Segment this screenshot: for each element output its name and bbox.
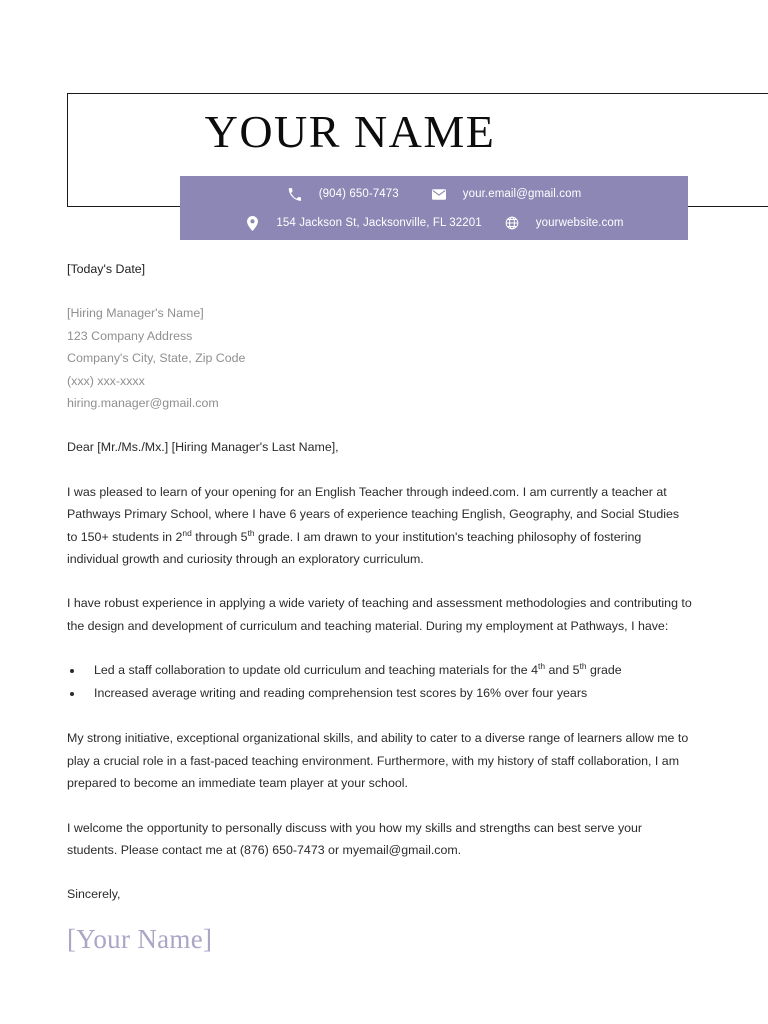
paragraph-1 [67,481,692,571]
recipient-line: Company's City, State, Zip Code [67,351,246,366]
list-item: Increased average writing and reading comprehension test scores by 16% over four years [67,682,692,705]
paragraph-1-part-1: I was pleased to learn of your opening for an English Teacher through indeed.com. I am currently a teacher at Pathways Primary School, where I have 6 years of experience teaching English, Geography, and Social Studies to 150+ students in 2 [67,484,680,544]
recipient-line: hiring.manager@gmail.com [67,396,219,411]
letter-body [67,258,692,956]
paragraph-1-part-2: through 5 [191,529,248,544]
paragraph-1-part-3: grade. I am drawn to your institution's teaching philosophy of fostering individual growth and curiosity through an exploratory curriculum. [67,529,642,567]
bullet-1-part-3: grade [586,663,622,678]
salutation: Dear [Mr./Ms./Mx.] [Hiring Manager's Last Name], [67,440,339,455]
page-title: YOUR NAME [204,106,496,157]
bullet-1-part-1: Led a staff collaboration to update old curriculum and teaching materials for the 4 [94,663,539,678]
contact-website[interactable] [504,215,624,231]
contact-website-label: yourwebsite.com [535,217,624,229]
contact-bar [180,176,688,240]
paragraph-4: I welcome the opportunity to personally discuss with you how my skills and strengths can best serve your students. Please contact me at (876) 650-7473 or myemail@gmail.com. [67,820,643,857]
contact-address [244,215,481,231]
globe-icon [504,215,520,231]
contact-email-label: your.email@gmail.com [462,188,582,200]
phone-icon [287,186,303,202]
recipient-line: (xxx) xxx-xxxx [67,373,145,388]
paragraph-1-sup-1: nd [182,527,192,538]
contact-phone-label: (904) 650-7473 [318,188,399,200]
paragraph-3: My strong initiative, exceptional organizational skills, and ability to cater to a diverse range of learners allow me to play a crucial role in a fast-paced teaching environment. Furthermore, with my history of staff collaboration, I am prepared to become an immediate team player at your school. [67,731,689,791]
signature: [Your Name] [67,923,213,954]
email-icon [431,186,447,202]
closing-line: Sincerely, [67,887,121,902]
contact-phone[interactable] [287,186,399,202]
bullet-1-part-2: and 5 [545,663,580,678]
recipient-block [67,302,692,414]
contact-row-secondary [180,207,688,239]
bullet-1-sup-2: th [579,661,587,672]
date-line: [Today's Date] [67,262,146,276]
contact-row-primary [180,178,688,210]
list-item [67,659,692,682]
paragraph-2: I have robust experience in applying a wide variety of teaching and assessment methodologies and contributing to the design and development of curriculum and teaching material. During my employment at Pathways, I have: [67,596,692,633]
location-pin-icon [244,215,260,231]
paragraph-1-sup-2: th [247,527,255,538]
recipient-line: [Hiring Manager's Name] [67,306,204,321]
bullet-1-sup-1: th [538,661,546,672]
achievements-list [67,659,692,705]
recipient-line: 123 Company Address [67,328,193,343]
contact-address-label: 154 Jackson St, Jacksonville, FL 32201 [276,217,482,229]
contact-email[interactable] [431,186,582,202]
